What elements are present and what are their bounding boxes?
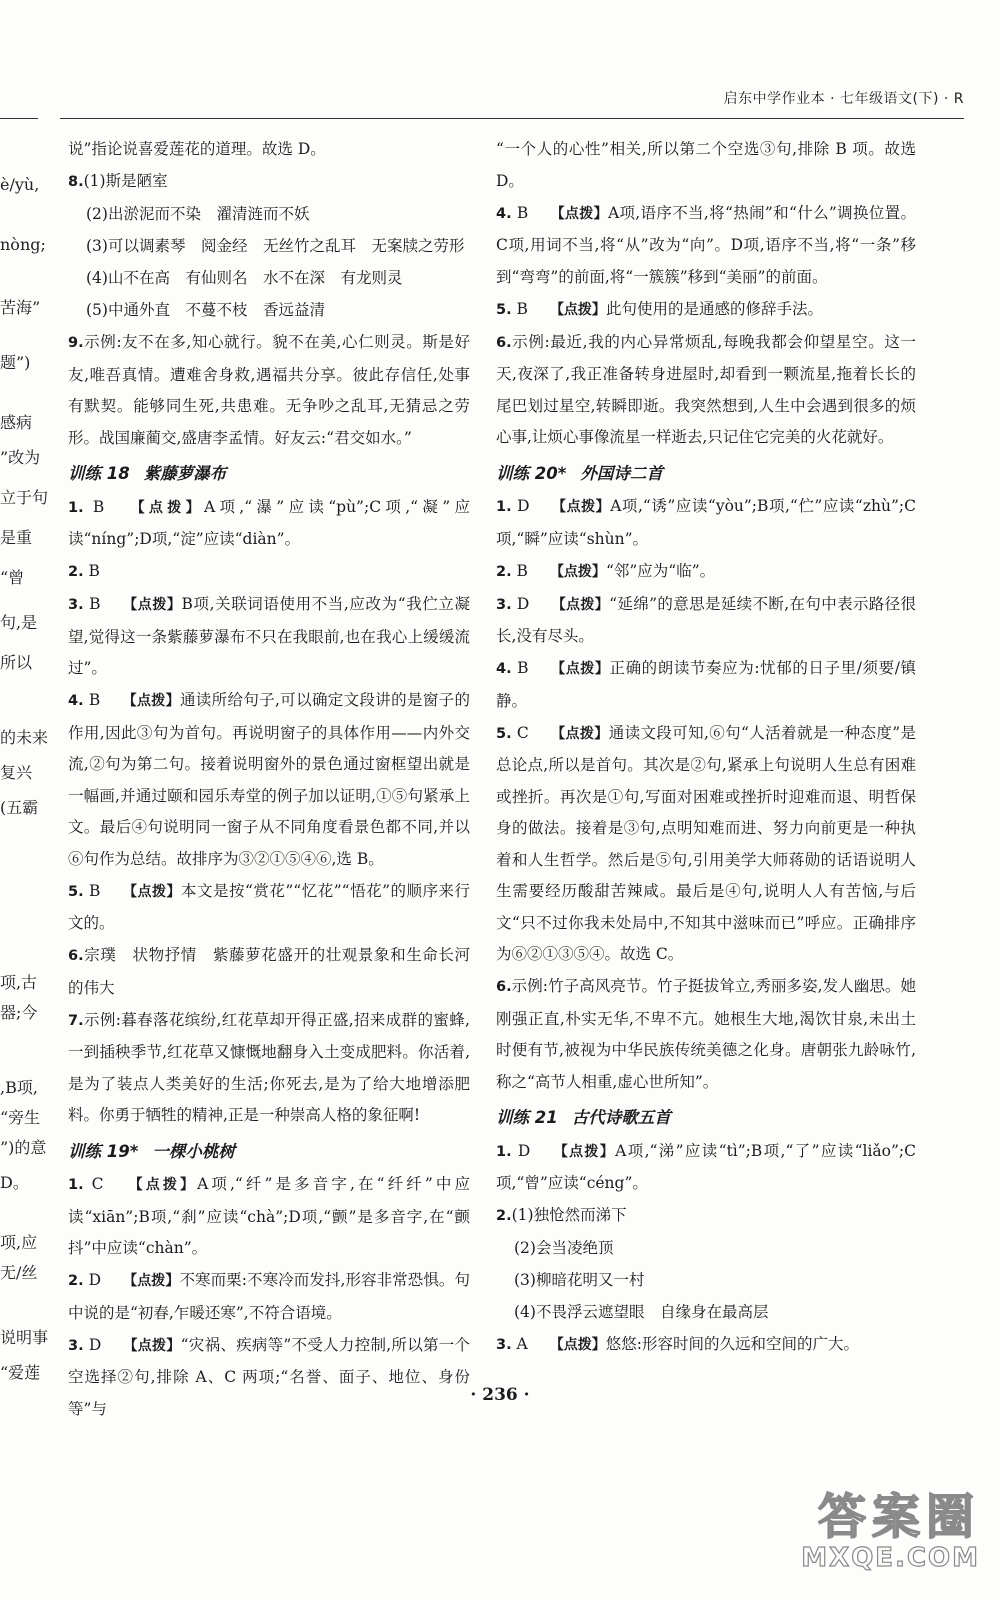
question-number: 3. bbox=[496, 1337, 512, 1353]
section-21-items bbox=[496, 1136, 916, 1200]
answer-item bbox=[68, 940, 470, 1004]
answer-item bbox=[496, 491, 916, 555]
bleed-fragment: ”改为 bbox=[0, 448, 41, 467]
page-number: · 236 · bbox=[470, 1385, 530, 1405]
answer-item bbox=[496, 971, 916, 1098]
hint-tag: 【点拨】 bbox=[549, 563, 606, 580]
answer-item bbox=[68, 1169, 470, 1265]
answer-choice: B bbox=[516, 561, 528, 580]
answer-choice: D bbox=[88, 1271, 102, 1289]
hint-tag: 【点拨】 bbox=[551, 596, 610, 613]
hint-tag: 【点拨】 bbox=[125, 1177, 198, 1193]
answer-text: 示例:竹子高风亮节。竹子挺拔耸立,秀丽多姿,发人幽思。她刚强正直,朴实无华,不卑不亢。她根生大地,渴饮甘泉,未出土时便有节,被视为中华民族传统美德之化身。唐朝张九龄咏竹,称之“高节人相重,虚心世所知”。 bbox=[496, 977, 916, 1091]
section-heading-21 bbox=[496, 1102, 916, 1134]
question-number: 3. bbox=[68, 597, 84, 613]
answer-item bbox=[496, 327, 916, 454]
section-name: 古代诗歌五首 bbox=[571, 1108, 671, 1127]
answer-text: 不寒而栗:不寒冷而发抖,形容非常恐惧。句中说的是“初春,乍暖还寒”,不符合语境。 bbox=[68, 1271, 471, 1322]
answer-choice: D bbox=[517, 497, 530, 515]
answer-text: 宗璞 状物抒情 紫藤萝花盛开的壮观景象和生命长河的伟大 bbox=[68, 946, 470, 997]
section-name: 紫藤萝瀑布 bbox=[143, 464, 227, 483]
question-number: 6. bbox=[496, 334, 512, 351]
running-header: 启东中学作业本 · 七年级语文(下) · R bbox=[723, 91, 964, 107]
answer-text: 本文是按“赏花”“忆花”“悟花”的顺序来行文的。 bbox=[68, 881, 471, 932]
hint-tag: 【点拨】 bbox=[549, 1337, 606, 1353]
answer-part: (4)山不在高 有仙则名 水不在深 有龙则灵 bbox=[86, 269, 403, 287]
continued-items bbox=[496, 198, 916, 454]
section-label: 训练 18 bbox=[68, 464, 130, 483]
bleed-fragment: 复兴 bbox=[0, 763, 33, 782]
section-label: 训练 19* bbox=[68, 1141, 139, 1161]
answer-item bbox=[68, 685, 470, 875]
section-label: 训练 20* bbox=[496, 463, 567, 483]
question-number: 8. bbox=[68, 174, 84, 190]
question-number: 1. bbox=[496, 1143, 512, 1160]
section-18-items bbox=[68, 492, 470, 1132]
answer-part: (2)会当凌绝顶 bbox=[514, 1239, 614, 1257]
answer-text: A项,语序不当,将“热闹”和“什么”调换位置。C项,用词不当,将“从”改为“向”。D项,语序不当,将“一条”移到“弯弯”的前面,将“一簇簇”移到“美丽”的前面。 bbox=[496, 203, 916, 286]
answer-choice: C bbox=[91, 1175, 104, 1193]
right-column bbox=[496, 134, 916, 1362]
bleed-fragment: 项,应 bbox=[0, 1233, 38, 1252]
answer-text: 通读所给句子,可以确定文段讲的是窗子的作用,因此③句为首句。再说明窗子的具体作用——内外交流,②句为第二句。接着说明窗外的景色通过窗框望出就是一幅画,并通过颐和园乐寿堂的例子加以证明,①⑤句紧承上文。最后④句说明同一窗子从不同角度看景色都不同,并以⑥句作为总结。故排序为③②①⑤④⑥,选 B。 bbox=[68, 691, 470, 868]
question-number: 1. bbox=[68, 499, 84, 516]
header-rule bbox=[60, 118, 964, 119]
section-heading-18 bbox=[68, 458, 470, 490]
answer-item bbox=[496, 589, 916, 653]
answer-choice: B bbox=[516, 203, 529, 222]
question-number: 2. bbox=[496, 563, 512, 580]
hint-tag: 【点拨】 bbox=[551, 499, 611, 515]
bleed-fragment: 是重 bbox=[0, 528, 33, 547]
watermark-domain: MXQE.COM bbox=[801, 1543, 980, 1573]
bleed-fragment: 的未来 bbox=[0, 728, 49, 747]
answer-choice: C bbox=[516, 723, 529, 742]
answer-choice: D bbox=[516, 594, 530, 613]
answer-item bbox=[68, 1330, 470, 1426]
section-label: 训练 21 bbox=[496, 1108, 558, 1127]
question-number: 5. bbox=[496, 301, 512, 318]
answer-text: A项,“纤”是多音字,在“纤纤”中应读“xiān”;B项,“刹”应读“chà”;D项,“颤”是多音字,在“颤抖”中应读“chàn”。 bbox=[68, 1175, 471, 1257]
answer-item bbox=[68, 876, 470, 940]
hint-tag: 【点拨】 bbox=[552, 1143, 616, 1160]
question-number: 5. bbox=[496, 725, 512, 742]
question-3 bbox=[496, 1329, 916, 1362]
bleed-fragment: 题”) bbox=[0, 353, 31, 372]
answer-part: (1)独怆然而涕下 bbox=[511, 1206, 627, 1224]
answer-choice: B bbox=[89, 881, 101, 900]
answer-choice: D bbox=[88, 1335, 102, 1354]
bleed-fragment: “曾 bbox=[0, 568, 25, 587]
site-watermark bbox=[770, 1478, 980, 1596]
answer-item bbox=[68, 492, 470, 556]
answer-part: (4)不畏浮云遮望眼 自缘身在最高层 bbox=[514, 1303, 769, 1321]
bleed-fragment: 器;今 bbox=[0, 1003, 38, 1022]
hint-tag: 【点拨】 bbox=[550, 205, 608, 222]
section-heading-20 bbox=[496, 458, 916, 490]
question-number: 2. bbox=[68, 1273, 84, 1289]
question-number: 2. bbox=[68, 564, 84, 580]
question-2 bbox=[496, 1200, 916, 1329]
bleed-fragment: 句,是 bbox=[0, 613, 38, 632]
answer-text: 悠悠:形容时间的久远和空间的广大。 bbox=[605, 1335, 859, 1353]
question-number: 3. bbox=[68, 1337, 84, 1354]
question-number: 7. bbox=[68, 1012, 84, 1029]
question-number: 6. bbox=[496, 979, 512, 995]
answer-text: “延绵”的意思是延续不断,在句中表示路径很长,没有尽头。 bbox=[496, 594, 917, 645]
bleed-fragment: 说明事 bbox=[0, 1328, 49, 1347]
answer-text: A项,“瀑”应读“pù”;C项,“凝”应读“níng”;D项,“淀”应读“diàn”。 bbox=[68, 497, 470, 548]
answer-part: (3)柳暗花明又一村 bbox=[514, 1271, 645, 1289]
bleed-fragment: D。 bbox=[0, 1173, 29, 1192]
hint-tag: 【点拨】 bbox=[122, 597, 182, 613]
answer-item bbox=[68, 1265, 470, 1329]
answer-choice: B bbox=[517, 659, 529, 677]
answer-choice: D bbox=[517, 1141, 531, 1160]
bleed-fragment: “旁生 bbox=[0, 1108, 41, 1127]
answer-text: 正确的朗读节奏应为:忧郁的日子里/须要/镇静。 bbox=[496, 659, 917, 710]
previous-page-bleed bbox=[0, 145, 58, 1405]
question-number: 4. bbox=[496, 661, 512, 677]
hint-tag: 【点拨】 bbox=[549, 301, 606, 318]
bleed-fragment: 无/丝 bbox=[0, 1263, 38, 1282]
hint-tag: 【点拨】 bbox=[122, 693, 180, 709]
answer-text: 此句使用的是通感的修辞手法。 bbox=[605, 299, 823, 318]
answer-item bbox=[496, 653, 916, 717]
question-number: 2. bbox=[496, 1208, 512, 1224]
section-name: 外国诗二首 bbox=[580, 463, 663, 483]
answer-item bbox=[496, 1136, 916, 1200]
answer-choice: B bbox=[516, 299, 528, 318]
hint-tag: 【点拨】 bbox=[550, 725, 609, 742]
answer-text: “邻”应为“临”。 bbox=[605, 561, 716, 580]
answer-item bbox=[496, 294, 916, 327]
bleed-fragment: ”)的意 bbox=[0, 1138, 47, 1157]
answer-choice: B bbox=[88, 691, 101, 709]
intro-line: “一个人的心性”相关,所以第二个空选③句,排除 B 项。故选 D。 bbox=[496, 140, 916, 190]
bleed-fragment: (五霸 bbox=[0, 798, 39, 817]
question-number: 3. bbox=[496, 596, 512, 613]
hint-tag: 【点拨】 bbox=[550, 661, 610, 677]
question-number: 4. bbox=[68, 693, 84, 709]
question-9 bbox=[68, 327, 470, 454]
watermark-logo-text: 答案圈 bbox=[817, 1489, 980, 1545]
answer-text: A项,“诱”应读“yòu”;B项,“伫”应读“zhù”;C项,“瞬”应读“shùn”。 bbox=[496, 497, 916, 548]
bleed-fragment: 项,古 bbox=[0, 973, 38, 992]
answer-part: (1)斯是陋室 bbox=[83, 172, 168, 190]
hint-tag: 【点拨】 bbox=[126, 499, 204, 516]
question-number: 9. bbox=[68, 335, 84, 351]
question-8 bbox=[68, 166, 470, 327]
answer-text: 示例:最近,我的内心异常烦乱,每晚我都会仰望星空。这一天,夜深了,我正准备转身进屋时,却看到一颗流星,拖着长长的尾巴划过星空,转瞬即逝。我突然想到,人生中会遇到很多的烦心事,让烦心事像流星一样逝去,只记住它完美的火花就好。 bbox=[496, 332, 916, 446]
answer-text: 示例:友不在多,知心就行。貌不在美,心仁则灵。斯是好友,唯吾真情。遭难舍身救,遇福共分享。彼此存信任,处事有默契。能够同生死,共患难。无争吵之乱耳,无猜忌之劳形。战国廉蔺交,盛唐李孟情。好友云:“君交如水。” bbox=[68, 333, 470, 447]
bleed-fragment: nòng; bbox=[0, 235, 46, 254]
hint-tag: 【点拨】 bbox=[122, 883, 181, 900]
hint-tag: 【点拨】 bbox=[123, 1273, 180, 1289]
answer-text: A项,“涕”应读“tì”;B项,“了”应读“liǎo”;C项,“曾”应读“céng”。 bbox=[496, 1141, 917, 1192]
answer-text: B项,关联词语使用不当,应改为“我伫立凝望,觉得这一条紫藤萝瀑布不只在我眼前,也在我心上缓缓流过”。 bbox=[68, 595, 471, 677]
bleed-fragment: 感病 bbox=[0, 413, 33, 432]
bleed-fragment: ,B项, bbox=[0, 1078, 38, 1097]
answer-item bbox=[68, 589, 470, 685]
answer-part: (3)可以调素琴 阅金经 无丝竹之乱耳 无案牍之劳形 bbox=[86, 237, 465, 255]
answer-text: 示例:暮春落花缤纷,红花草却开得正盛,招来成群的蜜蜂,一到插秧季节,红花草又慷慨地翻身入土变成肥料。你活着,是为了装点人类美好的生活;你死去,是为了给大地增添肥料。你勇于牺牲的精神,正是一种崇高人格的象征啊! bbox=[68, 1010, 470, 1124]
section-name: 一棵小桃树 bbox=[152, 1141, 235, 1161]
bleed-fragment: “爱莲 bbox=[0, 1363, 41, 1382]
answer-item bbox=[68, 556, 470, 589]
question-number: 5. bbox=[68, 883, 84, 900]
answer-part: (5)中通外直 不蔓不枝 香远益清 bbox=[86, 301, 325, 319]
hint-tag: 【点拨】 bbox=[123, 1337, 181, 1354]
answer-item bbox=[496, 718, 916, 971]
left-column bbox=[68, 134, 470, 1426]
answer-choice: B bbox=[88, 562, 100, 580]
answer-item bbox=[68, 1005, 470, 1132]
bleed-fragment: 立于句 bbox=[0, 488, 49, 507]
answer-item bbox=[496, 198, 916, 294]
bleed-fragment: 苦海” bbox=[0, 298, 41, 317]
question-number: 1. bbox=[68, 1177, 84, 1193]
intro-line: 说”指论说喜爱莲花的道理。故选 D。 bbox=[68, 140, 326, 158]
answer-text: 通读文段可知,⑥句“人活着就是一种态度”是总论点,所以是首句。其次是②句,紧承上句说明人生总有困难或挫折。再次是①句,写面对困难或挫折时迎难而退、明哲保身的做法。接着是③句,点明知难而进、努力向前更是一种执着和人生哲学。然后是⑤句,引用美学大师蒋勋的话语说明人生需要经历酸甜苦辣咸。最后是④句,说明人人有苦恼,与后文“只不过你我未处局中,不知其中滋味而已”呼应。正确排序为⑥②①③⑤④。故选 C。 bbox=[496, 723, 917, 963]
section-20-items bbox=[496, 491, 916, 1098]
header-rule-left bbox=[0, 118, 38, 119]
answer-choice: B bbox=[92, 497, 105, 516]
answer-choice: A bbox=[516, 1335, 528, 1353]
question-number: 6. bbox=[68, 948, 84, 964]
bleed-fragment: è/yù, bbox=[0, 175, 40, 194]
question-number: 1. bbox=[496, 499, 512, 515]
question-number: 4. bbox=[496, 205, 512, 222]
answer-text: “灾祸、疾病等”不受人力控制,所以第一个空选择②句,排除 A、C 两项;“名誉、面子、地位、身份等”与 bbox=[68, 1335, 471, 1418]
bleed-fragment: 所以 bbox=[0, 653, 33, 672]
section-heading-19 bbox=[68, 1136, 470, 1168]
answer-part: (2)出淤泥而不染 濯清涟而不妖 bbox=[86, 205, 310, 223]
answer-choice: B bbox=[89, 595, 101, 613]
answer-item bbox=[496, 556, 916, 589]
